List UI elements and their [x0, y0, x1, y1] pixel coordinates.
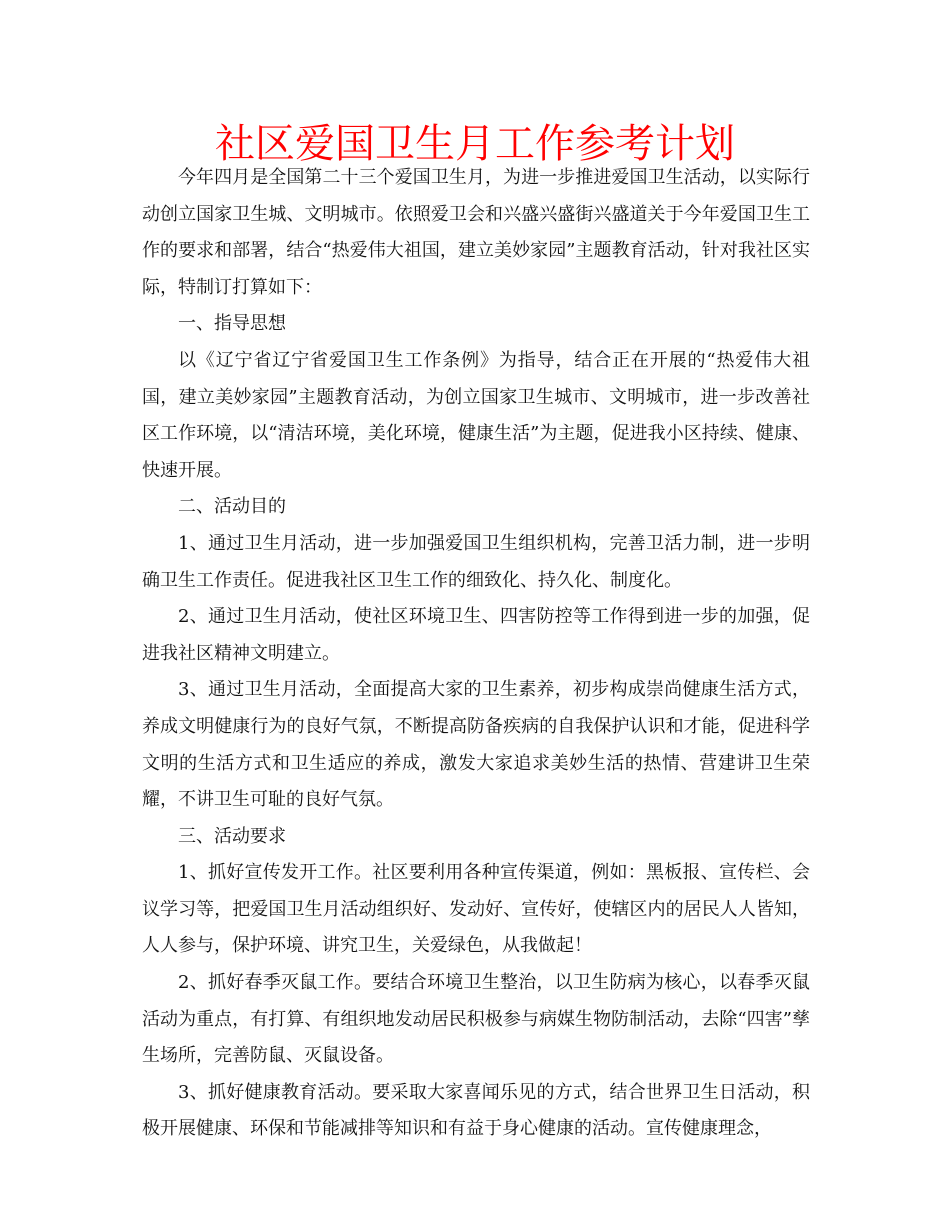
- goal-item-3: 3、通过卫生月活动，全面提高大家的卫生素养，初步构成崇尚健康生活方式，养成文明健康行为的良好气氛，不断提高防备疾病的自我保护认识和才能，促进科学文明的生活方式和卫生适应的养成，激发大家追求美妙生活的热情、营建讲卫生荣耀，不讲卫生可耻的良好气氛。: [142, 679, 810, 811]
- guiding-idea-paragraph: 以《辽宁省辽宁省爱国卫生工作条例》为指导，结合正在开展的“热爱伟大祖国，建立美妙家园”主题教育活动，为创立国家卫生城市、文明城市，进一步改善社区工作环境，以“清洁环境，美化环境，健康生活”为主题，促进我小区持续、健康、快速开展。: [142, 349, 810, 481]
- requirement-item-2: 2、抓好春季灭鼠工作。要结合环境卫生整治，以卫生防病为核心，以春季灭鼠活动为重点，有打算、有组织地发动居民积极参与病媒生物防制活动，去除“四害”孳生场所，完善防鼠、灭鼠设备。: [142, 972, 810, 1067]
- section-heading-activity-goals: 二、活动目的: [178, 496, 286, 518]
- intro-paragraph: 今年四月是全国第二十三个爱国卫生月，为进一步推进爱国卫生活动，以实际行动创立国家卫生城、文明城市。依照爱卫会和兴盛兴盛街兴盛道关于今年爱国卫生工作的要求和部署，结合“热爱伟大祖国，建立美妙家园”主题教育活动，针对我社区实际，特制订打算如下：: [142, 167, 810, 298]
- section-heading-activity-requirements: 三、活动要求: [178, 825, 286, 847]
- document-body: [142, 160, 810, 1148]
- document-title: 社区爱国卫生月工作参考计划: [215, 121, 735, 167]
- goal-item-1: 1、通过卫生月活动，进一步加强爱国卫生组织机构，完善卫活力制，进一步明确卫生工作责任。促进我社区卫生工作的细致化、持久化、制度化。: [142, 532, 810, 591]
- section-heading-guiding-idea: 一、指导思想: [178, 313, 286, 335]
- requirement-item-3: 3、抓好健康教育活动。要采取大家喜闻乐见的方式，结合世界卫生日活动，积极开展健康、环保和节能减排等知识和有益于身心健康的活动。宣传健康理念，: [142, 1081, 810, 1140]
- goal-item-2: 2、通过卫生月活动，使社区环境卫生、四害防控等工作得到进一步的加强，促进我社区精神文明建立。: [142, 606, 810, 664]
- requirement-item-1: 1、抓好宣传发开工作。社区要利用各种宣传渠道，例如：黑板报、宣传栏、会议学习等，把爱国卫生月活动组织好、发动好、宣传好，使辖区内的居民人人皆知，人人参与，保护环境、讲究卫生，关爱绿色，从我做起！: [142, 862, 810, 957]
